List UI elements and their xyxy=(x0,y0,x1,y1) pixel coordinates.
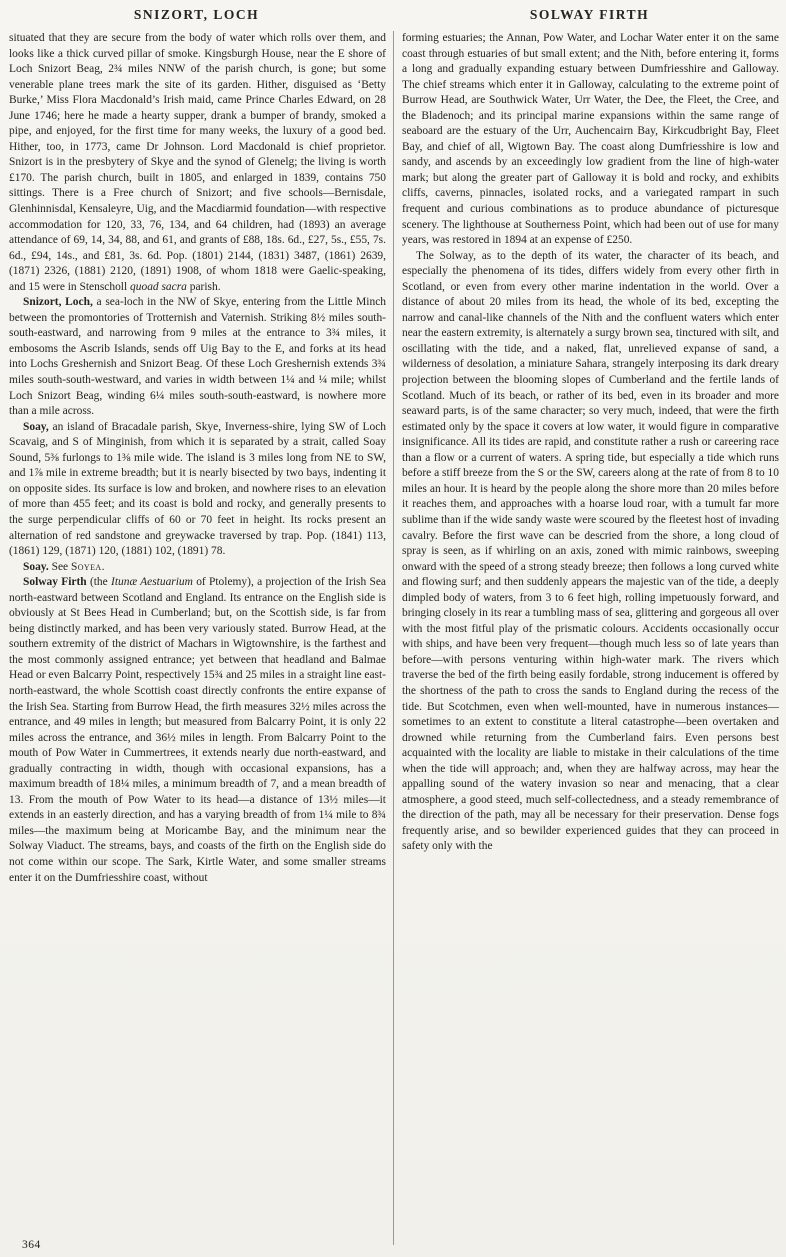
text-segment: Soay. xyxy=(23,560,49,573)
paragraph xyxy=(9,575,386,886)
right-column xyxy=(394,31,779,1245)
paragraph xyxy=(9,420,386,560)
text-segment: a sea-loch in the NW of Skye, entering from the Little Minch between the promontories of Trotternish and Vaternish. Striking 8½ miles south-south-eastward, and narrowing from 9 miles at the entrance to 3¾ miles, it embosoms the Ascrib Islands, sends off Uig Bay to the E, and forks at its head into Lochs Greshernish and Snizort Beag. Of these Loch Greshernish extends 3¾ miles south-south-westward, and varies in width between 1¼ and ¼ mile; whilst Loch Snizort Beag, winding 6¼ miles south-south-eastward, is nowhere more than a mile across. xyxy=(9,296,386,418)
text-segment: Snizort, Loch, xyxy=(23,296,93,309)
text-segment: of Ptolemy), a projection of the Irish Sea north-eastward between Scotland and England. Its entrance on the English side is obviously at St Bees Head in Cumberland; but, on the Scottish side, is far from being distinctly marked, and has been very variously stated. Burrow Head, at the southern extremity of the district of Machars in Wigtownshire, is the farthest and the most commonly assigned entrance; yet between that headland and Balmae Head or even Balcarry Point, respectively 15¾ and 25 miles in a straight line east-north-eastward, the whole Scottish coast directly confronts the entire expanse of the Irish Sea. Starting from Burrow Head, the firth measures 32½ miles across the entrance, and 49 miles in length; but measured from Balcarry Point, it is only 22 miles across the entrance, and 36½ miles in length. From Balcarry Point to the mouth of Pow Water in Cummertrees, it extends nearly due north-eastward, and gradually contracting in width, though with occasional expansions, has a maximum breadth of 18¼ miles, a minimum breadth of 7, and a mean breadth of 13. From the mouth of Pow Water to its head—a distance of 13½ miles—it extends in an easterly direction, and has a varying breadth of from 1¼ mile to 8¾ miles—the maximum being at Moricambe Bay, and the minimum near the Solway Viaduct. The streams, bays, and coasts of the firth on the English side do not come within our scope. The Sark, Kirtle Water, and some smaller streams enter it on the Dumfriesshire coast, without xyxy=(9,576,386,884)
right-running-head: SOLWAY FIRTH xyxy=(529,7,650,22)
text-segment: Soyea. xyxy=(70,560,105,573)
paragraph xyxy=(402,249,779,855)
text-segment: See xyxy=(48,560,71,573)
left-column xyxy=(9,31,393,1245)
text-segment: Itunæ Aestuarium xyxy=(111,576,193,589)
left-running-head: SNIZORT, LOCH xyxy=(133,7,260,22)
page-number: 364 xyxy=(22,1239,41,1251)
text-segment: forming estuaries; the Annan, Pow Water, and Lochar Water enter it on the same coast through estuaries of but small extent; and the Nith, before entering it, forms a long and gradually expanding estuary between Dumfriesshire and Galloway. The chief streams which enter it in Galloway, calculating to the extreme point of Burrow Head, are Southwick Water, Urr Water, the Dee, the Fleet, the Cree, and the Bladenoch; and its principal marine expansions within the same range of seaboard are the estuary of the Urr, Auchencairn Bay, Kirkcudbright Bay, Fleet Bay, and chief of all, Wigtown Bay. The coast along Dumfriesshire is low and sandy, and ascends by an exceedingly low gradient from the line of high-water mark; but along the greater part of Galloway it is bold and rocky, and exhibits cliffs, caverns, pinnacles, isolated rocks, and a variegated rampart in such frequent and curious combinations as to produce abundance of picturesque scenery. The lighthouse at Southerness Point, which had been out of use for many years, was restored in 1894 at an expense of £250. xyxy=(402,32,779,247)
paragraph xyxy=(9,31,386,295)
running-heads xyxy=(0,7,786,23)
paragraph xyxy=(402,31,779,249)
text-segment: Soay, xyxy=(23,420,49,433)
text-segment: (the xyxy=(86,576,112,589)
text-segment: The Solway, as to the depth of its water, the character of its beach, and especially the phenomena of its tides, differs widely from every other firth in Scotland, or even from every other marine indentation in the world. Over a distance of about 20 miles from its head, the whole of its bed, excepting the narrow and canal-like channels of the Nith and the confluent waters which enter near the eastern extremity, is alternately a surgy brown sea, tinctured with silt, and oscillating with the tide, and a naked, flat, unrelieved expanse of sand, a wilderness of desolation, a miniature Sahara, strangely interposing its dark dreary projection between the blooming slopes of Cumberland and the fertile lands of Scotland. Much of its beach, or rather of its bed, even in its broader and more seaward parts, is of the same character; so very much, indeed, that were the firth estimated only by the space it covers at low water, it would figure in comparative insignificance. All its tides are rapid, and constitute rather a rush or careering race than a flow or a current of waters. A spring tide, but especially a tide which runs before a stiff breeze from the S or the SW, careers along at the rate of from 8 to 10 miles an hour. It is heard by the people along the shore more than 20 miles before it reaches them, and approaches with a hoarse loud roar, with a tumult far more sublime than if the wide sandy waste were scoured by the fleetest host of invading cavalry. Before the first wave can be descried from the shore, a long cloud of spray is seen, as if whirling on an axis, zoned with mimic rainbows, sweeping onward with the speed of a strong steady breeze; then follows a long curved white and flowing surf; and then suddenly appears the majestic van of the tide, a deeply dimpled body of waters, from 3 to 6 feet high, rolling impetuously forward, and bringing closely in its rear a tumbling mass of sea, glittering and gorgeous all over with the most fitful play of the prismatic colours. Accidents occasionally occur with ships, and have been very frequent—though much less so of late years than before—with persons venturing within high-water mark. The rivers which traverse the bed of the firth being easily fordable, strong inducement is offered by the shortness of the path to cross the sands to England during the recess of the tide. But Scotchmen, even when well-mounted, have in numerous instances—sometimes to an extent to constitute a literal catastrophe—been overtaken and drowned while returning from the Cumberland fairs. Even persons best acquainted with the locality are liable to mistake in their calculations of the time when the tide will approach; and, when they are halfway across, may hear the appalling sound of the watery invasion so near and menacing, that a clear atmosphere, a good steed, much self-collectedness, and a steady remembrance of the direction of the path, may all be necessary for their preservation. Dense fogs frequently arise, and so bewilder experienced guides that they can proceed in safety only with the xyxy=(402,249,779,853)
paragraph xyxy=(9,560,386,576)
text-segment: Solway Firth xyxy=(23,576,87,589)
text-segment: quoad sacra xyxy=(130,280,187,293)
text-segment: an island of Bracadale parish, Skye, Inverness-shire, lying SW of Loch Scavaig, and S of Minginish, from which it is separated by a strait, called Soay Sound, 5⅜ furlongs to 1⅜ mile wide. The island is 3 miles long from NE to SW, and 1⅞ mile in extreme breadth; but it is nearly bisected by two bays, indenting it on opposite sides. Its surface is low and broken, and nowhere rises to an elevation of more than 455 feet; and its coast is bold and rocky, and generally presents to the surge perpendicular cliffs of 60 or 70 feet in height. Its rocks present an alternation of red sandstone and greywacke traversed by trap. Pop. (1841) 113, (1861) 129, (1871) 120, (1881) 102, (1891) 78. xyxy=(9,420,386,558)
paragraph xyxy=(9,295,386,419)
text-segment: parish. xyxy=(186,280,221,293)
text-segment: situated that they are secure from the body of water which rolls over them, and looks like a thick curved pillar of smoke. Kingsburgh House, near the E shore of Loch Snizort Beag, 2¾ miles NNW of the parish church, is gone; but some venerable plane trees mark the site of its garden. Hither, disguised as ‘Betty Burke,’ Miss Flora Macdonald’s Irish maid, came Prince Charles Edward, on 28 June 1746; here he made a hearty supper, drank a bumper of brandy, smoked a pipe, and enjoyed, for the first time for many weeks, the luxury of a good bed. Hither, too, in 1773, came Dr Johnson. Lord Macdonald is chief proprietor. Snizort is in the presbytery of Skye and the synod of Glenelg; the living is worth £170. The parish church, built in 1805, and enlarged in 1839, contains 750 sittings. There is a Free church of Snizort; and five schools—Bernisdale, Glenhinnisdal, Kensaleyre, Uig, and the Macdiarmid foundation—with respective accommodation for 120, 33, 76, 134, and 64 children, had (1893) an average attendance of 69, 14, 34, 88, and 61, and grants of £88, 18s. 6d., £27, 5s., £55, 7s. 6d., £94, 14s., and £81, 3s. 6d. Pop. (1801) 2144, (1831) 3487, (1861) 2639, (1871) 2326, (1881) 2120, (1891) 1908, of whom 1818 were Gaelic-speaking, and 15 were in Stenscholl xyxy=(9,32,386,293)
text-columns xyxy=(9,31,779,1245)
